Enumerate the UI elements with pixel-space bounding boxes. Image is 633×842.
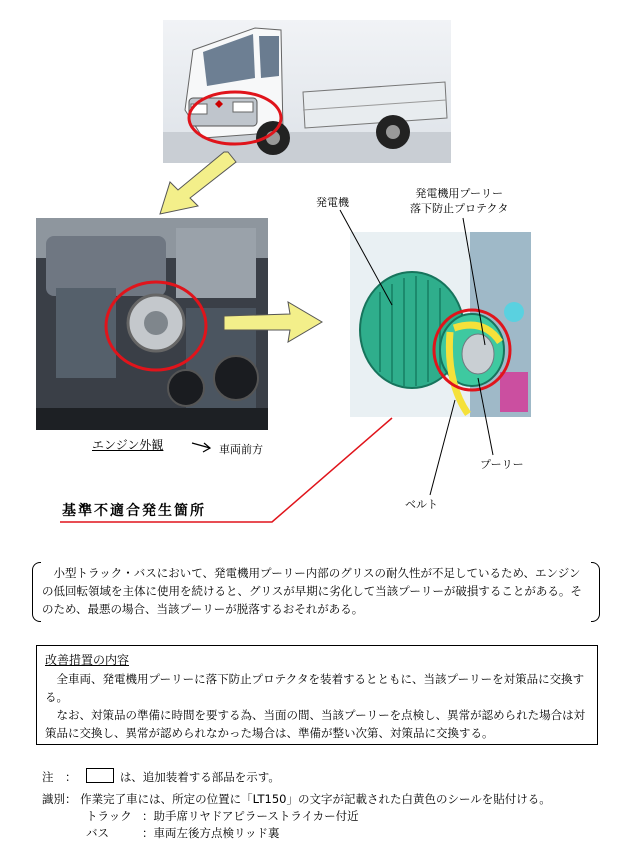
truck-text: ：助手席リヤドアピラーストライカー付近 bbox=[142, 809, 359, 823]
added-part-legend-box bbox=[86, 768, 114, 783]
bus-label: バス bbox=[86, 826, 109, 840]
ident-text: 作業完了車には、所定の位置に「LT150」の文字が記載された白黄色のシールを貼付ける。 bbox=[80, 792, 551, 806]
truck-ident-row bbox=[86, 808, 359, 824]
protector-label-line2: 落下防止プロテクタ bbox=[410, 202, 509, 215]
front-direction-label: 車両前方 bbox=[219, 443, 263, 456]
remedy-paragraph-1: 全車両、発電機用プーリーに落下防止プロテクタを装着するとともに、当該プーリーを対策品に交換する。 bbox=[45, 672, 585, 704]
protector-label-line1: 発電機用プーリー bbox=[415, 187, 503, 200]
note-label: 注 ： bbox=[42, 770, 77, 784]
note-text: は、追加装着する部品を示す。 bbox=[119, 770, 280, 784]
remedy-paragraph-2: なお、対策品の準備に時間を要する為、当面の間、当該プーリーを点検し、異常が認められた場合は対策品に交換し、異常が認められなかった場合は、準備が整い次第、対策品に交換する。 bbox=[45, 708, 586, 740]
note-row bbox=[42, 768, 280, 785]
defect-description-text: 小型トラック・バスにおいて、発電機用プーリー内部のグリスの耐久性が不足しているため、エンジンの低回転領域を主体に使用を続けると、グリスが早期に劣化して当該プーリーが破損することがある。そのため、最悪の場合、当該プーリーが脱落するおそれがある。 bbox=[42, 566, 582, 616]
remedy-box bbox=[36, 645, 598, 745]
generator-label: 発電機 bbox=[316, 196, 349, 209]
pulley-label: プーリー bbox=[480, 458, 524, 471]
defect-description-box bbox=[32, 562, 600, 620]
truck-label: トラック bbox=[86, 809, 132, 823]
defect-location-label: 基準不適合発生箇所 bbox=[62, 503, 206, 519]
remedy-title: 改善措置の内容 bbox=[45, 653, 130, 667]
protector-label bbox=[410, 186, 508, 216]
ident-label: 識別： bbox=[42, 792, 77, 806]
bus-text: ：車両左後方点検リッド裏 bbox=[142, 826, 280, 840]
identification-row bbox=[42, 791, 551, 807]
belt-label: ベルト bbox=[405, 498, 438, 511]
bus-ident-row bbox=[86, 825, 280, 841]
engine-caption: エンジン外観 bbox=[92, 438, 164, 452]
